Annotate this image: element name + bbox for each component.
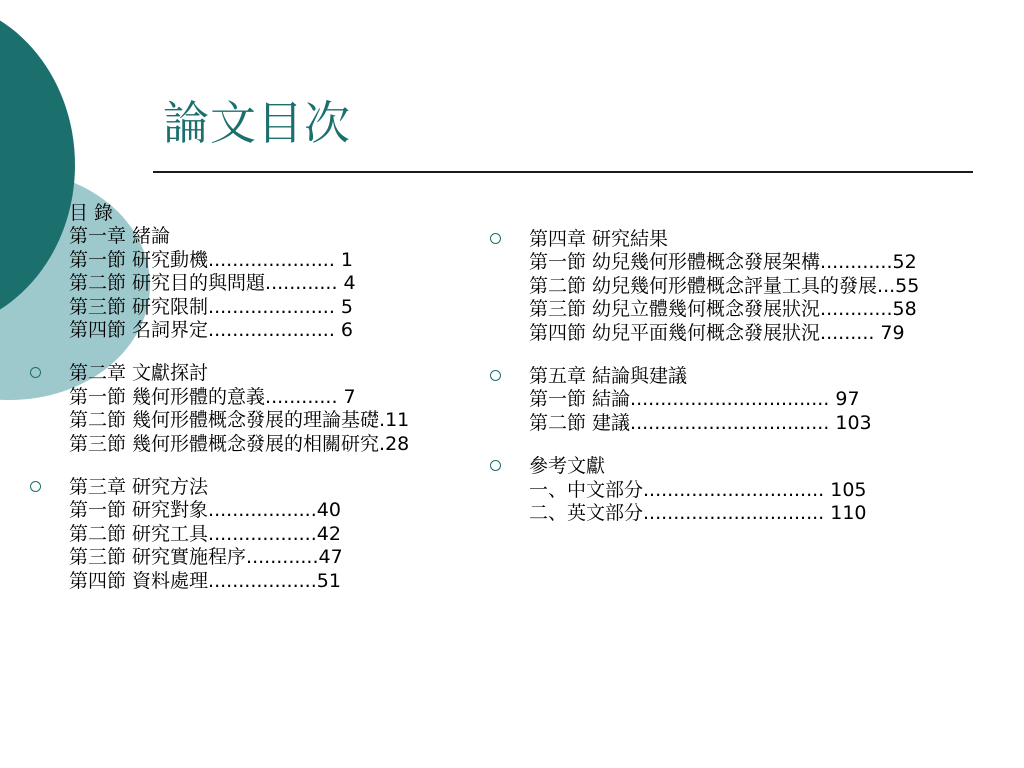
toc-line: 第二節 研究目的與問題............ 4 [69,272,356,295]
toc-section-chapter4 [488,228,948,345]
toc-line: 第二章 文獻探討 [69,362,209,385]
toc-line: 參考文獻 [529,455,606,478]
toc-line: 第五章 結論與建議 [529,365,688,388]
toc-line: 二、英文部分.............................. 110 [529,502,867,525]
toc-line: 第三節 幼兒立體幾何概念發展狀況............58 [529,298,917,321]
toc-line: 第三節 研究限制..................... 5 [69,295,353,318]
circle-bullet-icon [490,460,501,471]
toc-line: 一、中文部分.............................. 105 [529,478,867,501]
toc-section-references [488,455,948,525]
toc-line: 第三節 研究實施程序............47 [69,546,343,569]
toc-line: 第四節 幼兒平面幾何概念發展狀況......... 79 [529,321,905,344]
circle-bullet-icon [30,481,41,492]
toc-section-chapter2 [28,362,488,456]
toc-left-column [28,202,488,613]
toc-line: 第四章 研究結果 [529,228,669,250]
toc-line: 第二節 建議................................. 103 [529,411,872,434]
toc-line: 第二節 幼兒幾何形體概念評量工具的發展...55 [529,274,920,297]
toc-line: 第一節 幼兒幾何形體概念發展架構............52 [529,251,917,274]
toc-line: 第一節 研究動機..................... 1 [69,248,353,271]
slide-title: 論文目次 [163,96,351,150]
toc-line: 第四節 資料處理..................51 [69,569,341,592]
toc-section-chapter5 [488,365,948,435]
toc-line: 第三節 幾何形體概念發展的相關研究.28 [69,432,410,455]
toc-section-chapter3 [28,476,488,593]
circle-bullet-icon [30,367,41,378]
toc-line: 第一節 幾何形體的意義............ 7 [69,385,356,408]
toc-line: 第一節 結論................................. 97 [529,388,860,411]
toc-line: 第三章 研究方法 [69,476,209,499]
circle-bullet-icon [490,370,501,381]
toc-line: 第一章 緒論 [69,225,171,248]
toc-line: 第二節 研究工具..................42 [69,522,341,545]
toc-line: 第一節 研究對象..................40 [69,499,341,522]
title-divider [153,171,973,173]
toc-right-column [488,228,948,545]
toc-line: 第四節 名詞界定..................... 6 [69,319,353,342]
toc-line: 第二節 幾何形體概念發展的理論基礎.11 [69,409,410,432]
circle-bullet-icon [490,233,501,244]
toc-line: 目 錄 [69,202,114,224]
toc-section-intro [28,202,488,342]
